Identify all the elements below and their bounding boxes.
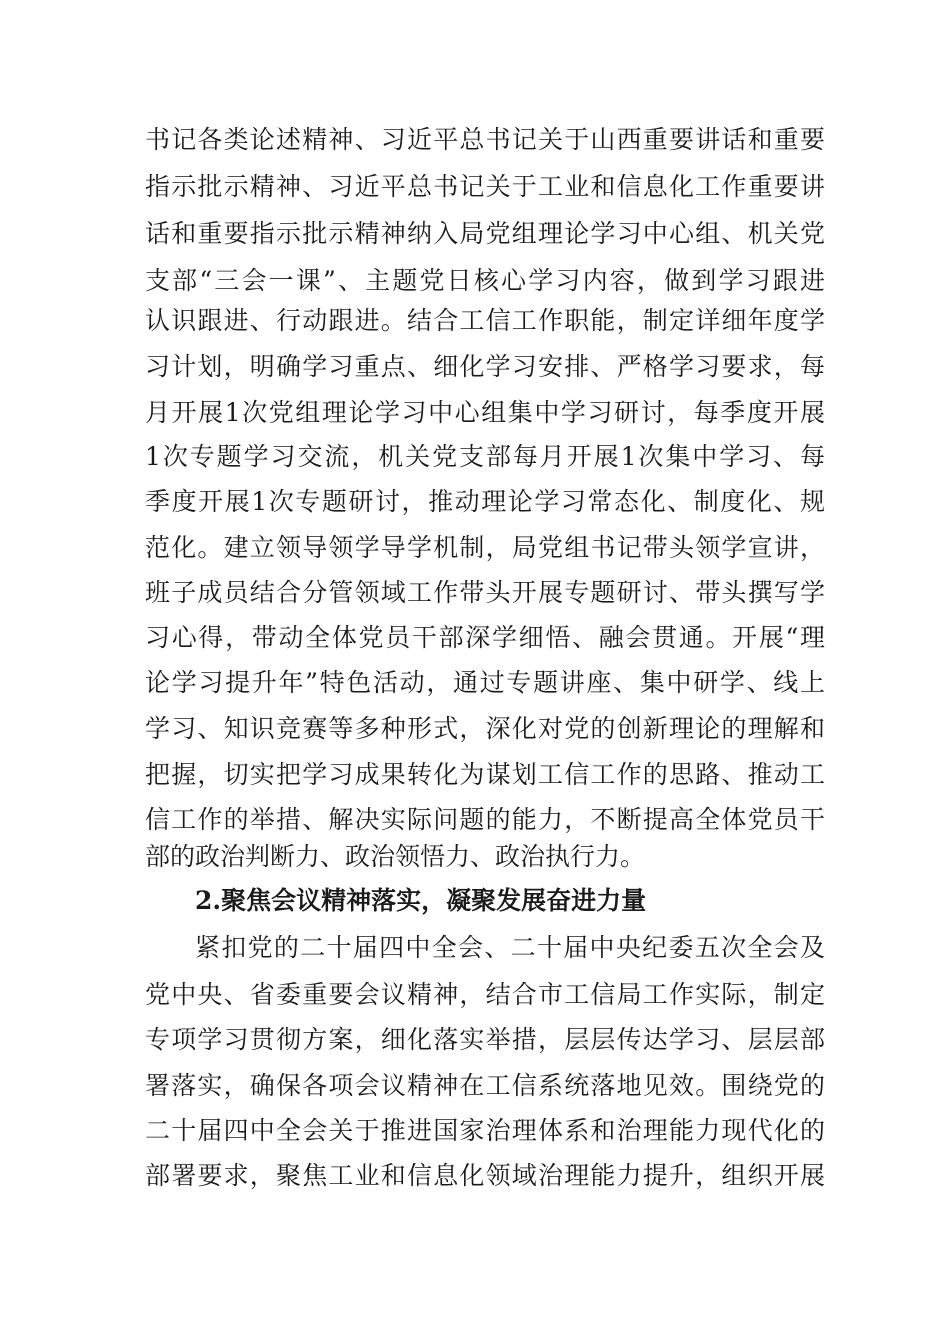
paragraph-line: 季度开展1次专题研讨，推动理论学习常态化、制度化、规 (145, 487, 825, 516)
paragraph-line: 月开展1次党组理论学习中心组集中学习研讨，每季度开展 (145, 398, 825, 427)
paragraph-line: 党中央、省委重要会议精神，结合市工信局工作实际，制定 (145, 980, 825, 1009)
paragraph-line: 部的政治判断力、政治领悟力、政治执行力。 (145, 842, 646, 871)
paragraph-line: 指示批示精神、习近平总书记关于工业和信息化工作重要讲 (145, 172, 825, 201)
paragraph-line: 书记各类论述精神、习近平总书记关于山西重要讲话和重要 (145, 125, 825, 154)
paragraph-line: 话和重要指示批示精神纳入局党组理论学习中心组、机关党 (145, 219, 825, 248)
paragraph-line: 紧扣党的二十届四中全会、二十届中央纪委五次全会及 (195, 933, 825, 962)
paragraph-line: 班子成员结合分管领域工作带头开展专题研讨、带头撰写学 (145, 578, 825, 607)
paragraph-line: 论学习提升年”特色活动，通过专题讲座、集中研学、线上 (145, 668, 825, 697)
paragraph-line: 范化。建立领导领学导学机制，局党组书记带头领学宣讲， (145, 533, 825, 562)
paragraph-line: 1次专题学习交流，机关党支部每月开展1次集中学习、每 (145, 442, 825, 471)
paragraph-line: 署落实，确保各项会议精神在工信系统落地见效。围绕党的 (145, 1071, 825, 1100)
paragraph-line: 二十届四中全会关于推进国家治理体系和治理能力现代化的 (145, 1116, 825, 1145)
section-heading: 2.聚焦会议精神落实，凝聚发展奋进力量 (195, 886, 647, 915)
paragraph-line: 信工作的举措、解决实际问题的能力，不断提高全体党员干 (145, 805, 825, 834)
paragraph-line: 习计划，明确学习重点、细化学习安排、严格学习要求，每 (145, 352, 825, 381)
paragraph-line: 习心得，带动全体党员干部深学细悟、融会贯通。开展“理 (145, 623, 825, 652)
paragraph-line: 学习、知识竞赛等多种形式，深化对党的创新理论的理解和 (145, 714, 825, 743)
paragraph-line: 认识跟进、行动跟进。结合工信工作职能，制定详细年度学 (145, 306, 825, 335)
paragraph-line: 专项学习贯彻方案，细化落实举措，层层传达学习、层层部 (145, 1025, 825, 1054)
paragraph-line: 把握，切实把学习成果转化为谋划工信工作的思路、推动工 (145, 760, 825, 789)
paragraph-line: 支部“三会一课”、主题党日核心学习内容，做到学习跟进 (145, 266, 825, 295)
paragraph-line: 部署要求，聚焦工业和信息化领域治理能力提升，组织开展 (145, 1161, 825, 1190)
